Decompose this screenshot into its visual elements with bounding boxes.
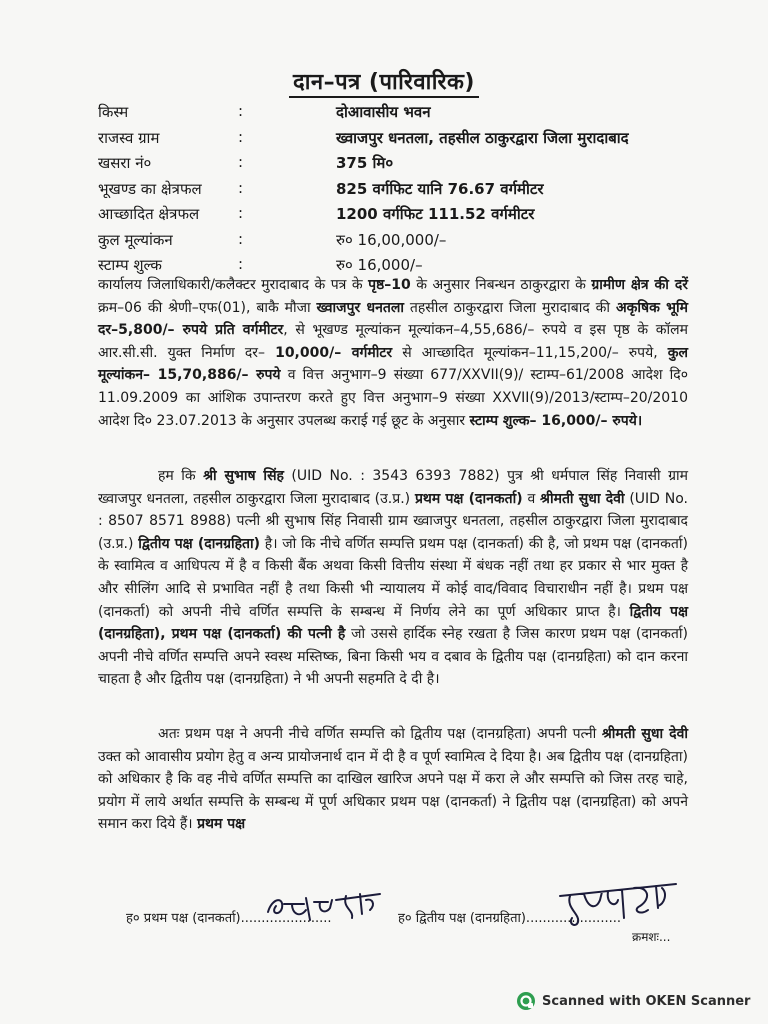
text-span: क्रम–06 की श्रेणी–एफ(01), बाकै मौजा <box>98 299 317 316</box>
field-colon: : <box>238 229 244 248</box>
bold-span: श्रीमती सुधा देवी <box>540 490 625 507</box>
field-value: ख्वाजपुर धनतला, तहसील ठाकुरद्वारा जिला मुरादाबाद <box>336 128 629 147</box>
text-span: (UID No. : 8507 8571 8988) पत्नी श्री सुभाष सिंह निवासी ग्राम ख्वाजपुर धनतला, तहसील ठाकुरद्वारा जिला मुरादाबाद (उ.प्र.) <box>98 490 689 552</box>
field-value: दोआवासीय भवन <box>336 103 431 121</box>
bold-span: कुल मूल्यांकन– 15,70,886/– रुपये <box>98 344 688 384</box>
gift-declaration-paragraph <box>98 723 688 836</box>
text-span: तहसील ठाकुरद्वारा जिला मुरादाबाद की <box>404 299 616 316</box>
text-span: से आच्छादित मूल्यांकन–11,15,200/– रुपये, <box>392 344 668 361</box>
field-label: आच्छादित क्षेत्रफल <box>98 205 200 223</box>
field-row-covered-area <box>98 202 718 228</box>
field-row-revenue-village <box>98 126 718 152</box>
parties-paragraph <box>98 465 688 691</box>
property-details <box>98 100 718 279</box>
field-value: रु० 16,000/– <box>336 256 423 274</box>
scanner-text: Scanned with OKEN Scanner <box>542 993 751 1009</box>
oken-scanner-logo-icon <box>516 991 536 1011</box>
text-span: के अनुसार निबन्धन ठाकुरद्वारा के <box>410 277 592 293</box>
field-row-plot-area <box>98 177 718 203</box>
field-colon: : <box>238 255 244 273</box>
text-span: अतः प्रथम पक्ष ने अपनी नीचे वर्णित सम्पत्ति को द्वितीय पक्ष (दानग्रहिता) अपनी पत्नी <box>158 726 602 742</box>
bold-span: द्वितीय पक्ष (दानग्रहिता) <box>138 535 261 552</box>
field-label: खसरा नं० <box>98 154 152 172</box>
field-colon: : <box>238 127 244 146</box>
document-title-text: दान–पत्र (पारिवारिक) <box>289 70 479 98</box>
field-label: भूखण्ड का क्षेत्रफल <box>98 179 202 198</box>
text-span: उक्त को आवासीय प्रयोग हेतु व अन्य प्रायोजनार्थ दान में दी है व पूर्ण स्वामित्व दे दिया है। अब द्वितीय पक्ष (दानग्रहिता) को अधिकार है कि वह नीचे वर्णित सम्पत्ति का दाखिल खारिज अपने पक्ष में करा ले और सम्पत्ति को जिस तरह चाहे, प्रयोग में लाये अर्थात सम्पत्ति के सम्बन्ध में पूर्ण अधिकार प्रथम पक्ष (दानकर्ता) ने द्वितीय पक्ष (दानग्रहिता) को अपने समान करा दिये हैं। <box>98 748 688 833</box>
text-span: हम कि <box>158 468 204 484</box>
field-value: 1200 वर्गफिट 111.52 वर्गमीटर <box>336 205 535 223</box>
text-span: (UID No. : 3543 6393 7882) पुत्र श्री धर्मपाल सिंह निवासी ग्राम ख्वाजपुर धनतला, तहसील ठाकुरद्वारा जिला मुरादाबाद (उ.प्र.) <box>98 468 688 507</box>
bold-span: द्वितीय पक्ष (दानग्रहिता), प्रथम पक्ष (दानकर्ता) की पत्नी है <box>98 603 688 643</box>
bold-span: 10,000/– वर्गमीटर <box>275 344 393 361</box>
bold-span: प्रथम पक्ष (दानकर्ता) <box>414 490 523 507</box>
field-label: कुल मूल्यांकन <box>98 230 173 249</box>
bold-span: ख्वाजपुर धनतला <box>316 299 405 316</box>
bold-span: ग्रामीण क्षेत्र की दरें <box>591 277 688 293</box>
scanner-watermark <box>516 990 750 1012</box>
signature-section <box>0 860 768 950</box>
field-value: 825 वर्गफिट यानि 76.67 वर्गमीटर <box>336 179 544 198</box>
text-span: कार्यालय जिलाधिकारी/कलैक्टर मुरादाबाद के पत्र के <box>98 277 369 293</box>
field-label: किस्म <box>98 103 129 121</box>
bold-span: स्टाम्प शुल्क– 16,000/– रुपये। <box>469 412 643 429</box>
text-span: व <box>522 490 541 507</box>
field-row-total-valuation <box>98 228 718 254</box>
field-row-kism <box>98 100 718 126</box>
field-colon: : <box>238 178 244 197</box>
valuation-paragraph <box>98 274 688 432</box>
field-row-khasra <box>98 151 718 177</box>
bold-span: श्री सुभाष सिंह <box>203 468 284 484</box>
second-party-signature <box>556 874 686 930</box>
document-title <box>0 66 768 96</box>
bold-span: पृष्ठ–10 <box>368 277 411 293</box>
continued-marker: क्रमशः... <box>632 930 671 944</box>
field-colon: : <box>238 153 244 171</box>
first-party-signature <box>262 880 392 928</box>
field-label: स्टाम्प शुल्क <box>98 256 162 274</box>
text-span: जो उससे हार्दिक स्नेह रखता है जिस कारण प्रथम पक्ष (दानकर्ता) अपनी नीचे वर्णित सम्पत्ति अपने स्वस्थ मस्तिष्क, बिना किसी भय व दबाव के द्वितीय पक्ष (दानग्रहिता) को दान करना चाहता है और द्वितीय पक्ष (दानग्रहिता) ने भी अपनी सहमति दे दी है। <box>98 626 688 688</box>
first-party-signature-label: ह० प्रथम पक्ष (दानकर्ता)...................... <box>126 911 332 926</box>
field-label: राजस्व ग्राम <box>98 128 160 147</box>
bold-span: प्रथम पक्ष <box>197 816 246 833</box>
field-colon: : <box>238 204 244 222</box>
field-colon: : <box>238 102 244 120</box>
bold-span: श्रीमती सुधा देवी <box>601 726 688 742</box>
second-party-signature-label: ह० द्वितीय पक्ष (दानग्रहिता)....................... <box>398 911 621 926</box>
text-span: है। जो कि नीचे वर्णित सम्पत्ति प्रथम पक्ष (दानकर्ता) की है, जो प्रथम पक्ष (दानकर्ता) के स्वामित्व व आधिपत्य में है व किसी बैंक अथवा किसी वित्तीय संस्था में बंधक नहीं तथा हर प्रकार से भार मुक्त है और सीलिंग आदि से प्रभावित नहीं है तथा किसी भी न्यायालय में कोई वाद/विवाद विचाराधीन नहीं है। प्रथम पक्ष (दानकर्ता) को अपनी नीचे वर्णित सम्पत्ति के सम्बन्ध में निर्णय लेने का पूर्ण अधिकार प्राप्त है। <box>98 535 688 620</box>
field-value: 375 मि० <box>336 154 394 172</box>
field-value: रु० 16,00,000/– <box>336 230 447 249</box>
text-span: , से भूखण्ड मूल्यांकन मूल्यांकन–4,55,686/– रुपये व इस पृष्ठ के कॉलम आर.सी.सी. युक्त निर्माण दर– <box>98 322 689 361</box>
bold-span: अकृषिक भूमि दर–5,800/– रुपये प्रति वर्गमीटर <box>98 299 689 339</box>
text-span: व वित्त अनुभाग–9 संख्या 677/XXVII(9)/ स्टाम्प–61/2008 आदेश दि० 11.09.2009 का आंशिक उपान्तरण करते हुए वित्त अनुभाग–9 संख्या XXVII(9)/2013/स्टाम्प–20/2010 आदेश दि० 23.07.2013 के अनुसार उपलब्ध कराई गई छूट के अनुसार <box>98 367 689 429</box>
